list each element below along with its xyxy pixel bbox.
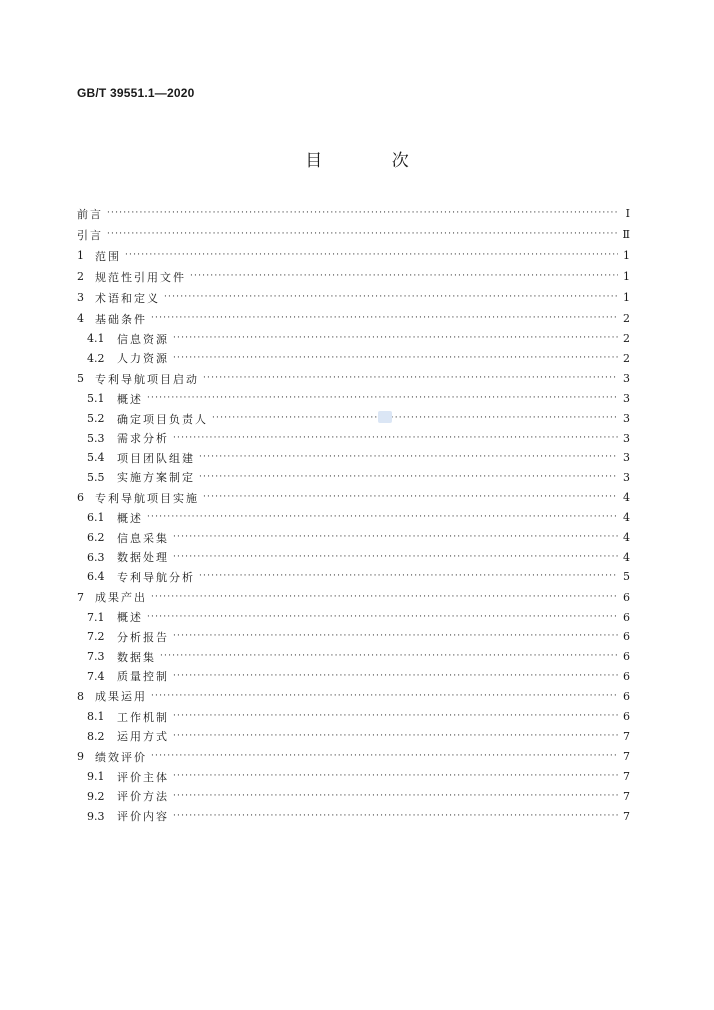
standard-code: GB/T 39551.1—2020 [77,86,195,100]
toc-entry-number: 5.3 [87,431,105,445]
toc-entry[interactable] [77,787,630,807]
toc-entry[interactable] [77,308,630,329]
toc-entry-number: 9 [77,750,84,764]
toc-leader-dots [199,472,618,483]
toc-entry-page: 2 [623,312,630,325]
toc-entry-page: 6 [623,710,630,724]
toc-entry[interactable] [77,547,630,567]
toc-entry-number: 3 [77,291,84,304]
toc-leader-dots [173,433,618,444]
toc-entry-number: 5.5 [87,470,105,484]
toc-entry-number: 9.2 [87,789,105,803]
toc-leader-dots [173,791,618,802]
toc-entry[interactable] [77,666,630,686]
toc-leader-dots [125,250,618,261]
toc-leader-dots [151,313,618,324]
toc-entry-number: 2 [77,270,84,283]
toc-entry[interactable] [77,349,630,369]
toc-entry-page: 6 [623,669,630,683]
toc-entry-page: 1 [623,291,630,304]
toc-entry-page: 3 [623,392,630,406]
toc-entry-label: 专利导航项目启动 [95,372,199,386]
toc-leader-dots [173,333,618,344]
toc-entry-label: 评价方法 [117,790,169,804]
toc-entry-label: 评价内容 [117,810,169,824]
toc-entry-label: 数据处理 [117,551,169,565]
toc-leader-dots [199,571,618,582]
toc-entry[interactable] [77,428,630,448]
toc-entry-label: 评价主体 [117,770,169,784]
toc-entry[interactable] [77,528,630,548]
toc-entry-label: 规范性引用文件 [95,270,186,284]
toc-entry[interactable] [77,329,630,349]
toc-entry-page: 4 [623,531,630,545]
toc-leader-dots [147,393,618,404]
toc-entry-page: Ⅱ [622,228,630,241]
toc-entry-page: 6 [623,650,630,664]
toc-entry-number: 6.1 [87,511,105,525]
toc-leader-dots [212,413,618,424]
toc-entry-label: 确定项目负责人 [117,412,208,426]
toc-entry[interactable] [77,707,630,727]
toc-entry-label: 分析报告 [117,630,169,644]
toc-entry-label: 基础条件 [95,312,147,326]
toc-entry[interactable] [77,806,630,826]
toc-entry-label: 数据集 [117,650,156,664]
toc-entry-label: 信息采集 [117,531,169,545]
toc-entry[interactable] [77,767,630,787]
toc-leader-dots [147,512,618,523]
toc-entry-label: 实施方案制定 [117,471,195,485]
toc-entry[interactable] [77,727,630,747]
toc-entry-number: 7.2 [87,630,105,644]
toc-entry-label: 专利导航项目实施 [95,491,199,505]
toc-entry-page: 3 [623,451,630,465]
toc-entry[interactable] [77,746,630,767]
toc-entry-page: 1 [623,270,630,283]
toc-entry-label: 概述 [117,511,143,525]
toc-entry-label: 成果运用 [95,690,147,704]
toc-entry-page: 7 [623,729,630,743]
toc-entry-number: 6.2 [87,531,105,545]
toc-entry-page: 3 [623,372,630,386]
toc-leader-dots [147,612,618,623]
toc-entry[interactable] [77,203,630,224]
toc-entry-number: 7 [77,590,84,604]
toc-entry[interactable] [77,448,630,468]
toc-entry-number: 7.3 [87,650,105,664]
toc-leader-dots [199,452,618,463]
toc-leader-dots [173,532,618,543]
toc-entry-label: 概述 [117,392,143,406]
toc-entry[interactable] [77,368,630,389]
toc-entry[interactable] [77,487,630,508]
toc-leader-dots [151,691,618,702]
toc-entry[interactable] [77,567,630,587]
toc-leader-dots [173,771,618,782]
toc-entry-label: 信息资源 [117,332,169,346]
toc-leader-dots [203,373,618,384]
toc-entry[interactable] [77,608,630,628]
toc-leader-dots [151,751,618,762]
toc-entry[interactable] [77,224,630,245]
toc-entry-page: 6 [623,689,630,703]
watermark-mark [378,411,392,423]
toc-entry-number: 5.4 [87,451,105,465]
toc-entry[interactable] [77,287,630,308]
toc-entry-page: 7 [623,809,630,823]
toc-entry-page: 7 [623,770,630,784]
table-of-contents [77,203,630,826]
toc-entry-label: 成果产出 [95,591,147,605]
toc-entry[interactable] [77,647,630,667]
toc-entry-label: 专利导航分析 [117,570,195,584]
toc-entry-number: 5 [77,372,84,386]
toc-leader-dots [173,631,618,642]
toc-entry-page: 6 [623,610,630,624]
toc-entry[interactable] [77,266,630,287]
toc-entry[interactable] [77,587,630,608]
toc-leader-dots [151,592,618,603]
toc-entry-label: 范围 [95,249,121,263]
toc-entry-page: 2 [623,351,630,365]
toc-entry-label: 术语和定义 [95,291,160,305]
toc-leader-dots [173,731,618,742]
toc-entry-number: 5.1 [87,392,105,406]
toc-entry-label: 概述 [117,611,143,625]
toc-entry-number: 6 [77,491,84,505]
toc-entry-number: 9.1 [87,770,105,784]
toc-entry-number: 4.2 [87,351,105,365]
toc-entry-number: 6.4 [87,570,105,584]
toc-entry-label: 前言 [77,207,103,221]
toc-entry[interactable] [77,508,630,528]
toc-entry-page: 4 [623,511,630,525]
toc-leader-dots [190,271,618,282]
toc-entry-number: 4.1 [87,332,105,346]
toc-entry-label: 绩效评价 [95,750,147,764]
toc-entry-page: 1 [623,249,630,262]
toc-entry[interactable] [77,389,630,409]
toc-entry-page: 7 [623,789,630,803]
toc-entry-page: 7 [623,750,630,764]
toc-leader-dots [173,671,618,682]
toc-entry-page: 2 [623,332,630,346]
toc-leader-dots [203,492,618,503]
toc-leader-dots [173,552,618,563]
toc-leader-dots [160,651,618,662]
toc-entry-number: 7.1 [87,610,105,624]
toc-entry-number: 5.2 [87,412,105,426]
page-title: 目 次 [305,151,441,171]
toc-entry-page: 3 [623,470,630,484]
toc-entry-page: 3 [623,412,630,426]
toc-entry-label: 运用方式 [117,730,169,744]
toc-entry-number: 8.1 [87,710,105,724]
toc-leader-dots [173,811,618,822]
toc-entry-label: 项目团队组建 [117,451,195,465]
toc-entry-number: 4 [77,312,84,325]
toc-leader-dots [173,711,618,722]
toc-entry[interactable] [77,627,630,647]
toc-entry-label: 工作机制 [117,710,169,724]
toc-entry-number: 9.3 [87,809,105,823]
toc-entry-page: 5 [623,570,630,584]
toc-entry-page: 6 [623,630,630,644]
toc-entry-number: 1 [77,249,84,262]
toc-entry-label: 引言 [77,228,103,242]
toc-leader-dots [107,229,618,240]
toc-entry-page: 3 [623,431,630,445]
toc-leader-dots [173,353,618,364]
toc-entry-label: 人力资源 [117,352,169,366]
toc-entry-page: 6 [623,590,630,604]
toc-entry-label: 质量控制 [117,670,169,684]
toc-leader-dots [164,292,618,303]
toc-entry-label: 需求分析 [117,432,169,446]
toc-entry-page: 4 [623,550,630,564]
toc-entry-number: 8 [77,689,84,703]
toc-entry-number: 8.2 [87,729,105,743]
toc-entry-number: 7.4 [87,669,105,683]
toc-leader-dots [107,208,618,219]
toc-entry[interactable] [77,409,630,429]
toc-entry-page: 4 [623,491,630,505]
toc-entry[interactable] [77,468,630,488]
toc-entry[interactable] [77,686,630,707]
toc-entry[interactable] [77,245,630,266]
toc-entry-number: 6.3 [87,550,105,564]
toc-entry-page: Ⅰ [625,207,630,220]
